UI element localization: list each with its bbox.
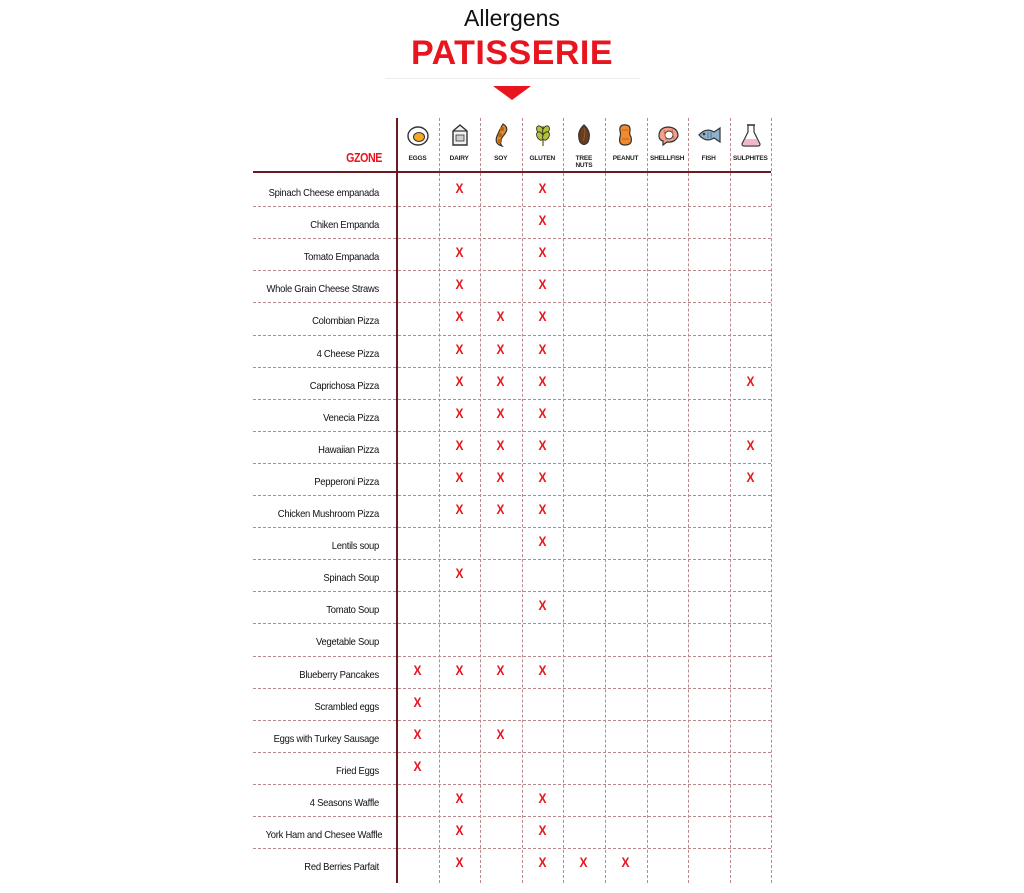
allergen-mark-dairy: X <box>455 372 464 389</box>
row-divider <box>253 238 771 239</box>
column-header-fish <box>688 120 729 170</box>
allergen-mark-sulphites: X <box>746 436 755 453</box>
allergen-mark-tree-nuts: X <box>579 854 588 871</box>
soy-bean-icon <box>488 122 514 148</box>
allergen-mark-eggs: X <box>413 757 422 774</box>
row-divider <box>253 495 771 496</box>
allergen-mark-dairy: X <box>455 789 464 806</box>
menu-item-name: Blueberry Pancakes <box>299 668 379 681</box>
menu-item-name: Hawaiian Pizza <box>318 443 379 456</box>
column-header-peanut <box>605 120 646 170</box>
menu-item-name: Whole Grain Cheese Straws <box>266 283 379 296</box>
column-header-dairy <box>439 120 480 170</box>
column-header-sulphites <box>730 120 771 170</box>
page-title: PATISSERIE <box>410 34 614 72</box>
column-header-eggs <box>397 120 438 170</box>
allergen-mark-dairy: X <box>455 436 464 453</box>
row-divider <box>253 367 771 368</box>
column-header-label: TREE NUTS <box>575 155 593 169</box>
row-divider <box>253 752 771 753</box>
menu-item-name: Spinach Cheese empanada <box>268 187 379 199</box>
allergen-mark-dairy: X <box>455 244 464 261</box>
allergen-mark-soy: X <box>496 308 505 325</box>
menu-item-name: Fried Eggs <box>335 764 379 777</box>
row-divider <box>253 720 771 721</box>
row-divider <box>253 688 771 689</box>
menu-item-name: Scrambled eggs <box>314 700 379 713</box>
wheat-icon <box>530 122 556 148</box>
allergen-mark-gluten: X <box>538 661 547 678</box>
allergen-mark-dairy: X <box>455 501 464 517</box>
allergen-mark-eggs: X <box>413 661 422 678</box>
milk-carton-icon <box>447 122 473 148</box>
allergen-mark-gluten: X <box>538 436 547 453</box>
allergen-mark-eggs: X <box>413 725 422 742</box>
allergen-mark-soy: X <box>496 725 505 742</box>
menu-item-name: Colombian Pizza <box>312 315 379 328</box>
column-divider <box>439 118 440 883</box>
allergen-mark-soy: X <box>496 468 505 485</box>
allergen-mark-gluten: X <box>538 468 547 485</box>
allergens-subtitle: Allergens <box>464 5 560 31</box>
row-divider <box>253 816 771 817</box>
allergen-mark-dairy: X <box>455 565 464 582</box>
row-divider <box>253 784 771 785</box>
menu-item-name: Eggs with Turkey Sausage <box>273 732 379 745</box>
allergen-mark-sulphites: X <box>746 372 755 389</box>
allergen-mark-soy: X <box>496 661 505 678</box>
menu-item-name: 4 Cheese Pizza <box>316 347 379 360</box>
allergen-mark-gluten: X <box>538 340 547 357</box>
allergen-mark-dairy: X <box>455 822 464 838</box>
allergen-mark-gluten: X <box>538 180 547 196</box>
row-divider <box>253 270 771 271</box>
row-divider <box>253 623 771 624</box>
allergen-mark-peanut: X <box>621 854 630 871</box>
menu-item-name: Spinach Soup <box>323 572 379 585</box>
brand-logo: GZONE <box>346 150 382 165</box>
column-divider <box>771 118 772 883</box>
allergen-mark-eggs: X <box>413 693 422 710</box>
row-divider <box>253 527 771 528</box>
allergen-mark-gluten: X <box>538 404 547 421</box>
row-divider <box>253 206 771 207</box>
column-header-shellfish <box>647 120 688 170</box>
column-divider <box>688 118 689 883</box>
column-header-label: SULPHITES <box>732 155 768 162</box>
allergen-mark-gluten: X <box>538 308 547 325</box>
row-divider <box>253 335 771 336</box>
table-vertical-divider <box>396 118 398 883</box>
allergen-mark-soy: X <box>496 340 505 357</box>
column-header-label: FISH <box>701 155 716 162</box>
allergen-mark-dairy: X <box>455 661 464 678</box>
menu-item-name: Lentils soup <box>331 540 379 553</box>
allergen-mark-sulphites: X <box>746 468 755 485</box>
column-divider <box>647 118 648 883</box>
column-divider <box>522 118 523 883</box>
column-header-label: SHELLFISH <box>649 155 685 162</box>
column-header-label: GLUTEN <box>529 155 556 162</box>
row-divider <box>253 399 771 400</box>
row-divider <box>253 848 771 849</box>
allergen-mark-gluten: X <box>538 372 547 389</box>
fish-icon <box>696 122 722 148</box>
column-divider <box>605 118 606 883</box>
allergen-mark-soy: X <box>496 404 505 421</box>
column-header-soy <box>480 120 521 170</box>
allergen-mark-gluten: X <box>538 597 547 614</box>
column-header-label: EGGS <box>408 155 427 162</box>
flask-icon <box>738 122 764 148</box>
table-header-divider <box>253 171 771 173</box>
column-header-label: DAIRY <box>449 155 469 162</box>
allergen-mark-gluten: X <box>538 533 547 550</box>
allergen-mark-dairy: X <box>455 308 464 325</box>
shrimp-icon <box>655 122 681 148</box>
allergen-mark-gluten: X <box>538 822 547 838</box>
egg-icon <box>405 122 431 148</box>
allergen-mark-dairy: X <box>455 340 464 357</box>
row-divider <box>253 463 771 464</box>
allergen-mark-soy: X <box>496 436 505 453</box>
column-header-label: SOY <box>494 155 508 162</box>
allergen-mark-dairy: X <box>455 404 464 421</box>
allergen-mark-gluten: X <box>538 854 547 871</box>
almond-icon <box>571 122 597 148</box>
column-divider <box>563 118 564 883</box>
allergen-mark-gluten: X <box>538 789 547 806</box>
allergen-mark-dairy: X <box>455 276 464 293</box>
menu-item-name: Chicken Mushroom Pizza <box>277 508 379 520</box>
row-divider <box>253 591 771 592</box>
menu-item-name: Pepperoni Pizza <box>314 475 379 488</box>
column-divider <box>480 118 481 883</box>
allergen-mark-soy: X <box>496 372 505 389</box>
menu-item-name: Tomato Soup <box>326 604 379 617</box>
row-divider <box>253 559 771 560</box>
column-header-label: PEANUT <box>612 155 639 162</box>
row-divider <box>253 431 771 432</box>
allergen-mark-gluten: X <box>538 501 547 517</box>
column-header-gluten <box>522 120 563 170</box>
allergen-mark-dairy: X <box>455 180 464 196</box>
column-divider <box>730 118 731 883</box>
peanut-icon <box>613 122 639 148</box>
menu-item-name: Venecia Pizza <box>323 411 379 424</box>
allergen-mark-gluten: X <box>538 276 547 293</box>
menu-item-name: York Ham and Chesee Waffle <box>265 829 383 841</box>
row-divider <box>253 656 771 657</box>
menu-item-name: Vegetable Soup <box>316 636 379 649</box>
allergen-mark-dairy: X <box>455 854 464 871</box>
row-divider <box>253 302 771 303</box>
allergen-mark-gluten: X <box>538 212 547 229</box>
allergen-mark-dairy: X <box>455 468 464 485</box>
menu-item-name: Tomato Empanada <box>303 251 379 264</box>
menu-item-name: Chiken Empanda <box>310 219 379 232</box>
menu-item-name: Caprichosa Pizza <box>309 379 379 392</box>
allergen-mark-soy: X <box>496 501 505 517</box>
column-header-tree-nuts <box>563 120 604 170</box>
menu-item-name: Red Berries Parfait <box>304 861 379 874</box>
allergen-mark-gluten: X <box>538 244 547 261</box>
menu-item-name: 4 Seasons Waffle <box>309 796 379 809</box>
